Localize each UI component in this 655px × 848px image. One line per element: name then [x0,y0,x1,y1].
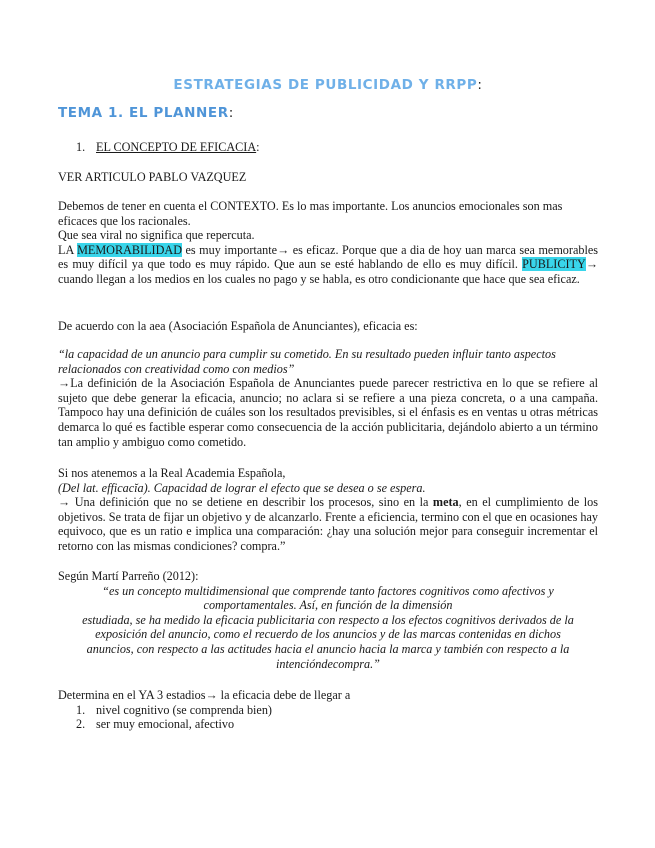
aea-quote: “la capacidad de un anuncio para cumplir su cometido. En su resultado pueden influir tanto aspectos relacionados con creatividad como con medios” [58,347,556,376]
highlight-memorabilidad: MEMORABILIDAD [77,242,183,257]
ver-articulo-line: VER ARTICULO PABLO VAZQUEZ [58,170,247,184]
highlight-publicity: PUBLICITY [522,257,586,272]
list-item: 2. ser muy emocional, afectivo [76,717,235,732]
rae-definition: Si nos atenemos a la Real Academia Española, (Del lat. efficacĭa). Capacidad de lograr el efecto que se desea o se espera. → Una definición que no se detiene en describir los procesos, sino en la meta, en el cumplimiento de los objetivos. Se trata de fijar un objetivo y de alcanzarlo. Frente a eficiencia, termino con el que en ocasiones hay equivoco, que es un ratio e implica una comparación: ¿hay una solución mejor para conseguir incrementar el retorno con las mismas condiciones? compra.” [58,466,598,553]
aea-intro: De acuerdo con la aea (Asociación Española de Anunciantes), eficacia es: [58,319,418,333]
section-heading: 1. EL CONCEPTO DE EFICACIA: [76,140,260,154]
rae-comment: → Una definición que no se detiene en describir los procesos, sino en la meta, en el cumplimiento de los objetivos. Se trata de fijar un objetivo y de alcanzarlo. Frente a eficiencia, termino con el que en ocasiones hay equivoco, que es un ratio e implica una comparación: ¿hay una solución mejor para conseguir incrementar el retorno con las mismas condiciones? compra.” [58,495,598,553]
aea-comment: →La definición de la Asociación Española de Anunciantes puede parecer restrictiva en lo que se refiere al sujeto que debe generar la eficacia, anuncio; no aclara si se refiere a una pieza concreta, o a una campaña. Tampoco hay una definición de cuáles son los resultados previsibles, si el énfasis es en ventas u otras métricas demarca lo qué es factible esperar como consecuencia de la acción publicitaria, dejándolo abierto a un término tan amplio y ambiguo como cometido. [58,376,598,449]
rae-quote: (Del lat. efficacĭa). Capacidad de lograr el efecto que se desea o se espera. [58,480,426,495]
list-item: 1. nivel cognitivo (se comprenda bien) [76,702,272,717]
ya-list [58,703,598,732]
document-title: ESTRATEGIAS DE PUBLICIDAD Y RRPP: [173,77,483,93]
ya-stages: Determina en el YA 3 estadios→ la eficacia debe de llegar a 1. nivel cognitivo (se comprenda bien) 2. ser muy emocional, afectivo [58,688,598,732]
tema-heading: TEMA 1. EL PLANNER: [58,105,234,121]
marti-definition: Según Martí Parreño (2012): “es un concepto multidimensional que comprende tanto factores cognitivos como afectivos y comportamentales. Así, en función de la dimensión estudiada, se ha medido la eficacia publicitaria con respecto a los efectos cognitivos derivados de la exposición del anuncio, como el recuerdo de los anuncios y de las marcas contenidas en dichos anuncios, con respecto a las actitudes hacia el anuncio hacia la marca y también con respecto a la intencióndecompra.” [58,569,574,671]
context-paragraph: Debemos de tener en cuenta el CONTEXTO. Es lo mas importante. Los anuncios emocionales son mas eficaces que los racionales. Que sea viral no significa que repercuta. LA MEMORABILIDAD es muy importante→ es eficaz. Porque que a dia de hoy uan marca sea memorables es muy difícil ya que todo es muy rápido. Que aun se esté hablando de ello es muy difícil. PUBLICITY→ cuando llegan a los medios en los cuales no pago y se habla, es otro condicionante que hace que sea eficaz. [58,199,599,286]
aea-definition [58,347,598,449]
